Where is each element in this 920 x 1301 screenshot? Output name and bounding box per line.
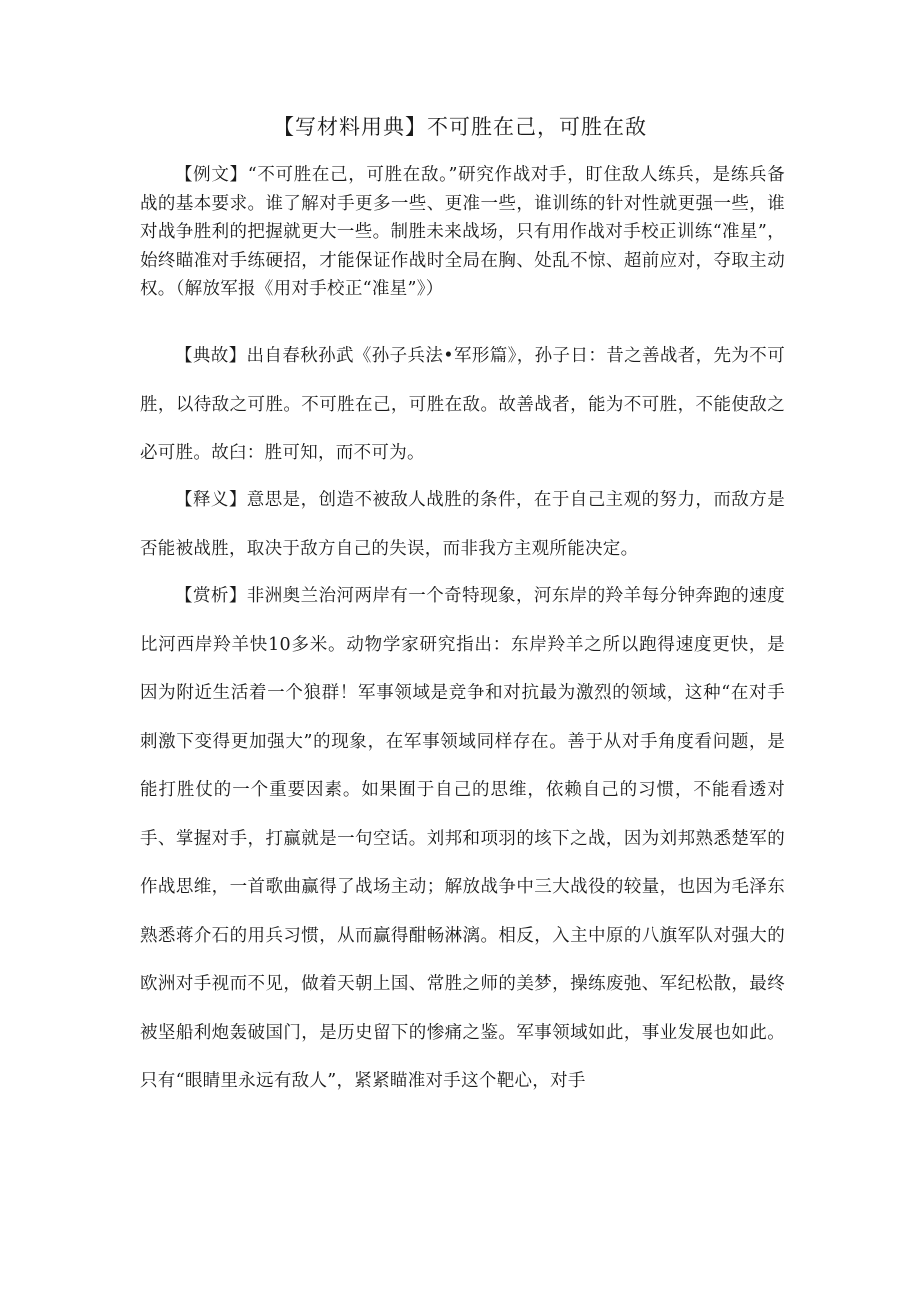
paragraph-example: 【例文】“不可胜在己，可胜在敌。”研究作战对手，盯住敌人练兵，是练兵备战的基本要求。谁了解对手更多一些、更准一些，谁训练的针对性就更强一些，谁对战争胜利的把握就更大一些。制胜未来战场，只有用作战对手校正训练“准星”，始终瞄准对手练硬招，才能保证作战时全局在胸、处乱不惊、超前应对，夺取主动权。（解放军报《用对手校正“准星”》） bbox=[140, 165, 785, 299]
paragraph-appreciation: 【赏析】非洲奥兰治河两岸有一个奇特现象，河东岸的羚羊每分钟奔跑的速度比河西岸羚羊快10多米。动物学家研究指出：东岸羚羊之所以跑得速度更快，是因为附近生活着一个狼群！军事领域是竞争和对抗最为激烈的领域，这种“在对手刺激下变得更加强大”的现象，在军事领域同样存在。善于从对手角度看问题，是能打胜仗的一个重要因素。如果囿于自己的思维，依赖自己的习惯，不能看透对手、掌握对手，打赢就是一句空话。刘邦和项羽的垓下之战，因为刘邦熟悉楚军的作战思维，一首歌曲赢得了战场主动；解放战争中三大战役的较量，也因为毛泽东熟悉蒋介石的用兵习惯，从而赢得酣畅淋漓。相反，入主中原的八旗军队对强大的欧洲对手视而不见，做着天朝上国、常胜之师的美梦，操练废弛、军纪松散，最终被坚船利炮轰破国门，是历史留下的惨痛之鉴。军事领域如此，事业发展也如此。只有“眼睛里永远有敌人”，紧紧瞄准对手这个靶心，对手 bbox=[140, 586, 785, 1091]
paragraph-allusion: 【典故】出自春秋孙武《孙子兵法•军形篇》，孙子日：昔之善战者，先为不可胜，以待敌之可胜。不可胜在己，可胜在敌。故善战者，能为不可胜，不能使敌之必可胜。故臼：胜可知，而不可为。 bbox=[140, 346, 785, 463]
paragraph-meaning: 【释义】意思是，创造不被敌人战胜的条件，在于自己主观的努力，而敌方是否能被战胜，取决于敌方自己的失误，而非我方主观所能决定。 bbox=[140, 490, 785, 559]
document-title: 【写材料用典】不可胜在己，可胜在敌 bbox=[273, 115, 647, 139]
